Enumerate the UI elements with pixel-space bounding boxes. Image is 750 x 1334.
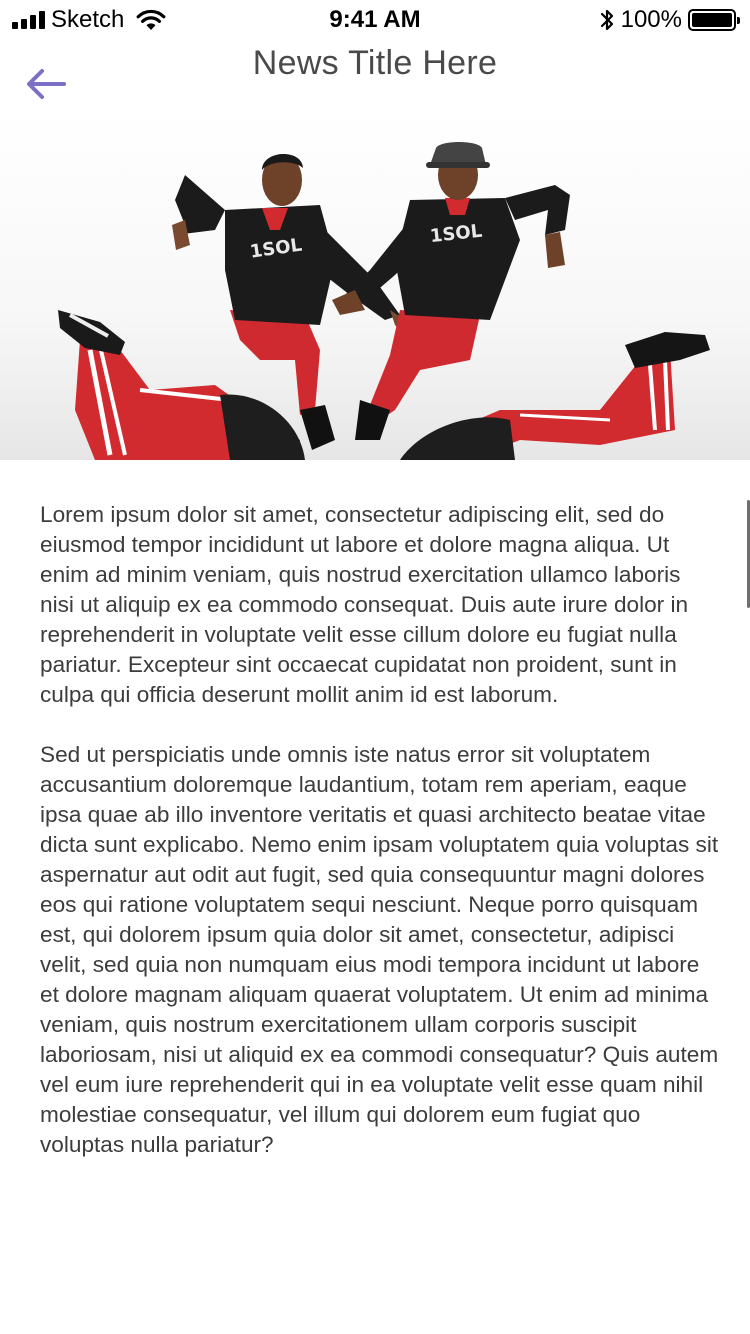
svg-text:1SOL: 1SOL (248, 234, 304, 263)
arrow-left-icon (22, 62, 70, 102)
article-paragraph: Sed ut perspiciatis unde omnis iste natus error sit voluptatem accusantium doloremque laudantium, totam rem aperiam, eaque ipsa quae ab illo inventore veritatis et quasi architecto beatae vitae dicta sunt explicabo. Nemo enim ipsam voluptatem quia voluptas sit aspernatur aut odit aut fugit, sed quia consequuntur magni dolores eos qui ratione voluptatem sequi nesciunt. Neque porro quisquam est, qui dolorem ipsum quia dolor sit amet, consectetur, adipisci velit, sed quia non numquam eius modi tempora incidunt ut labore et dolore magnam aliquam quaerat voluptatem. Ut enim ad minima veniam, quis nostrum exercitationem ullam corporis suscipit laboriosam, nisi ut aliquid ex ea commodi consequatur? Quis autem vel eum iure reprehenderit qui in ea voluptate velit esse quam nihil molestiae consequatur, vel illum qui dolorem eum fugiat quo voluptas nulla pariatur? (40, 742, 719, 1157)
status-time: 9:41 AM (329, 6, 421, 33)
status-bar (0, 0, 750, 40)
battery-icon (688, 9, 736, 31)
battery-level-fill (692, 13, 732, 27)
article-body (40, 500, 720, 1190)
dancers-photo (0, 110, 750, 460)
bluetooth-icon (599, 7, 615, 33)
carrier-label: Sketch (51, 6, 125, 33)
back-button[interactable] (22, 62, 70, 102)
svg-text:1SOL: 1SOL (428, 220, 484, 248)
battery-percent: 100% (620, 6, 682, 33)
article-paragraph: Lorem ipsum dolor sit amet, consectetur adipiscing elit, sed do eiusmod tempor incididunt ut labore et dolore magna aliqua. Ut enim ad minim veniam, quis nostrud exercitation ullamco laboris nisi ut aliquip ex ea commodo consequat. Duis aute irure dolor in reprehenderit in voluptate velit esse cillum dolore eu fugiat nulla pariatur. Excepteur sint occaecat cupidatat non proident, sunt in culpa qui officia deserunt mollit anim id est laborum. (40, 502, 689, 707)
status-right (599, 6, 736, 34)
signal-icon (12, 11, 45, 29)
page-title: News Title Here (252, 44, 498, 82)
wifi-icon (136, 9, 166, 31)
status-left (12, 6, 166, 34)
hero-image (0, 110, 750, 460)
